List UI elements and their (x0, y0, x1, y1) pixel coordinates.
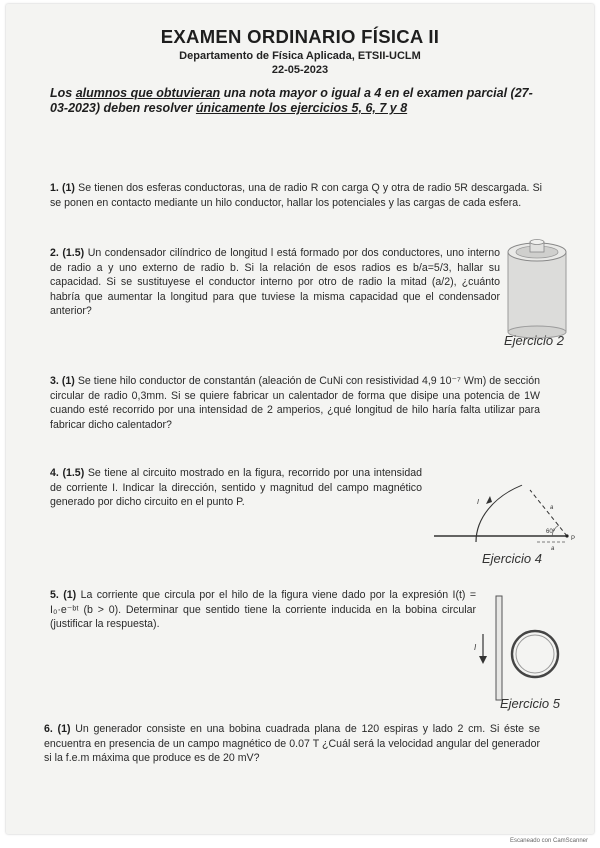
question-3-label: 3. (1) (50, 375, 75, 387)
angle-label: 60º (546, 529, 555, 535)
question-4-text: Se tiene al circuito mostrado en la figura, recorrido por una intensidad de corriente I. Indicar la dirección, sentido y magnitud del campo magnético generado por dicho circuito en el punto P. (50, 467, 422, 508)
question-1-label: 1. (1) (50, 182, 75, 194)
question-6 (44, 722, 540, 766)
exam-date: 22-05-2023 (271, 64, 329, 76)
circuit-arc-figure (432, 484, 582, 559)
current-down-arrow-icon (479, 656, 487, 664)
question-1 (50, 181, 542, 210)
notice-text-2: una nota mayor o igual a 4 en el examen parcial (27-03-2023) deben resolver (50, 86, 533, 115)
question-4-label: 4. (1.5) (50, 467, 85, 479)
scanner-watermark: Escaneado con CamScanner (509, 838, 588, 844)
question-2-text: Un condensador cilíndrico de longitud l está formado por dos conductores, uno interno de radio a y uno externo de radio b. Si la relación de esos radios es b/a=5/3, hallar su capacidad. Si se sustituyese el conductor interno por otro de radio la mitad (a/2), ¿cuánto habría que aumentar la longitud para que tuviese la misma capacidad que el condensador anterior? (50, 247, 500, 317)
point-p-label: P (571, 536, 576, 542)
current-arrow-icon (486, 496, 492, 504)
figure-2-caption: Ejercicio 2 (504, 333, 564, 348)
question-5-text: La corriente que circula por el hilo de la figura viene dado por la expresión I(t) = I₀·e⁻ᵇᵗ (b > 0). Determinar que sentido tiene la corriente inducida en la bobina circular (justificar la respuesta). (50, 589, 477, 630)
notice-text-1: Los (50, 86, 76, 100)
question-6-text: Un generador consiste en una bobina cuadrada plana de 120 espiras y lado 2 cm. Si éste se encuentra en presencia de un campo magnético de 0.07 T ¿Cuál será la velocidad angular del generador si la f.e.m máxima que produce es de 20 mV? (44, 723, 540, 764)
question-5 (50, 588, 476, 632)
current-label-ej5: I (474, 643, 477, 652)
figure-4-caption: Ejercicio 4 (482, 551, 542, 566)
notice-underlined-1: alumnos que obtuvieran (75, 86, 221, 100)
exam-title: EXAMEN ORDINARIO FÍSICA II (160, 26, 440, 47)
question-2 (50, 246, 500, 319)
question-2-label: 2. (1.5) (50, 247, 85, 259)
question-1-text: Se tienen dos esferas conductoras, una de radio R con carga Q y otra de radio 5R descargada. Si se ponen en contacto mediante un hilo conductor, hallar los potenciales y las cargas de cada esfera. (50, 182, 542, 209)
department-line: Departamento de Física Aplicada, ETSII-UCLM (179, 50, 421, 62)
circular-coil (512, 631, 558, 677)
question-3 (50, 374, 540, 432)
question-3-text: Se tiene hilo conductor de constantán (aleación de CuNi con resistividad 4,9 10⁻⁷ Wm) de sección circular de radio 0,3mm. Si se quiere fabricar un calentador de forma que disipe una potencia de 1W cuando esté recorrido por una intensidad de 2 amperios, ¿qué longitud de hilo haría falta utilizar para fabricar dicho calentador? (50, 375, 540, 431)
question-5-label: 5. (1) (50, 589, 77, 601)
question-6-label: 6. (1) (44, 723, 71, 735)
question-4 (50, 466, 422, 510)
wire-and-coil-figure (472, 594, 572, 704)
notice-underlined-2: únicamente los ejercicios 5, 6, 7 y 8 (195, 101, 408, 115)
point-p-icon (565, 534, 568, 537)
cylinder-capacitor-figure (500, 236, 580, 336)
current-label-ej4: I (477, 499, 479, 506)
side-label: a (551, 546, 555, 552)
radius-label: a (550, 505, 554, 511)
exam-notice (50, 86, 550, 116)
figure-5-caption: Ejercicio 5 (500, 696, 560, 711)
